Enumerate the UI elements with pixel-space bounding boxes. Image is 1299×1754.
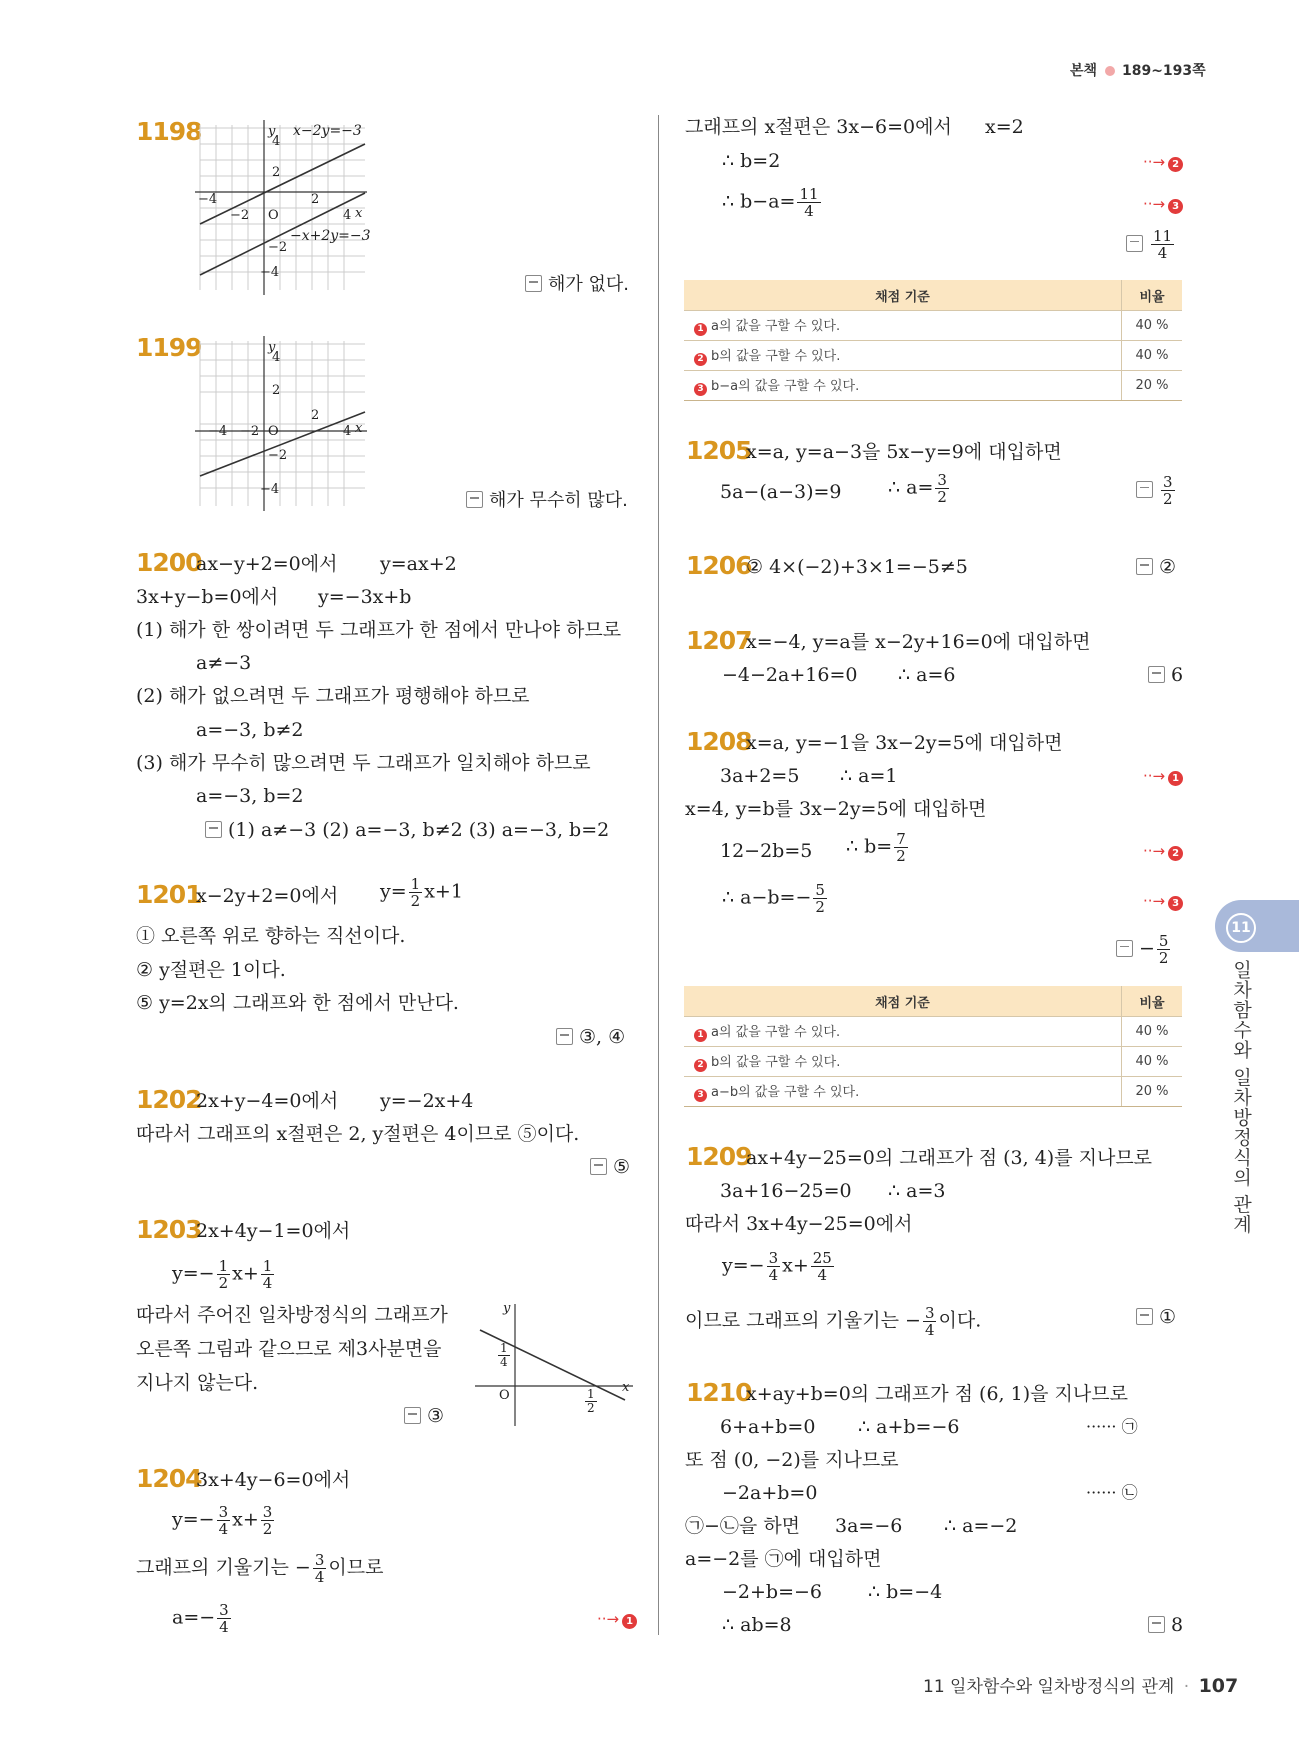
text-line: 5a−(a−3)=9 xyxy=(720,481,842,503)
answer: ⑤ xyxy=(590,1155,630,1179)
answer: ② xyxy=(1136,555,1176,579)
answer-icon xyxy=(1136,1308,1153,1325)
text-line: ② 4×(−2)+3×1=−5≠5 xyxy=(746,556,968,578)
tick-label: x xyxy=(355,421,363,436)
answer: ① xyxy=(1136,1305,1176,1329)
text-line: ax+4y−25=0의 그래프가 점 (3, 4)를 지나므로 xyxy=(746,1147,1153,1169)
text-line: x−2y+2=0에서 xyxy=(196,885,339,907)
text-line: ∴ b=2 xyxy=(722,150,781,172)
score-mark: ··→ 1 xyxy=(1143,767,1183,786)
tick-label: −2 xyxy=(230,208,250,223)
chapter-number: 11 xyxy=(1226,913,1256,943)
axis-label: x xyxy=(622,1380,630,1395)
problem-number: 1209 xyxy=(686,1142,752,1171)
equation: y=− $\frac{3}{4}$ x+ $\frac{3}{2}$ xyxy=(172,1503,273,1538)
text-line: ∴ a=−2 xyxy=(944,1515,1018,1537)
problem-number: 1207 xyxy=(686,626,752,655)
tick-label: O xyxy=(268,208,279,223)
text-line: a=−2를 ㉠에 대입하면 xyxy=(685,1548,882,1570)
problem-number: 1198 xyxy=(136,117,202,146)
table-row: 2 b의 값을 구할 수 있다. 40 % xyxy=(684,341,1182,371)
grading-table xyxy=(684,280,1182,401)
column-divider xyxy=(658,115,659,1635)
problem-number: 1210 xyxy=(686,1378,752,1407)
origin-label: O xyxy=(499,1388,510,1403)
text-line: x+ay+b=0의 그래프가 점 (6, 1)을 지나므로 xyxy=(746,1383,1128,1405)
answer-icon xyxy=(1136,558,1153,575)
footer xyxy=(923,1672,1238,1697)
tick-label: y xyxy=(268,340,276,355)
text-line: 6+a+b=0 xyxy=(720,1416,816,1438)
tick-label: −4 xyxy=(198,192,218,207)
text-line: ax−y+2=0에서 xyxy=(196,553,338,575)
text-line: ∴ ab=8 xyxy=(722,1614,792,1636)
text-line: 그래프의 x절편은 3x−6=0에서 xyxy=(685,116,952,138)
score-mark: ··→ 1 xyxy=(597,1610,637,1629)
table-header: 채점 기준 xyxy=(684,986,1122,1017)
text-line: (1) 해가 한 쌍이려면 두 그래프가 한 점에서 만나야 하므로 xyxy=(136,619,622,641)
table-header: 비율 xyxy=(1122,986,1183,1017)
header-pages: 189~193쪽 xyxy=(1121,63,1206,79)
header-book: 본책 xyxy=(1070,63,1098,79)
answer-icon xyxy=(1148,666,1165,683)
tick-label: 4 xyxy=(343,424,352,439)
answer-icon xyxy=(590,1158,607,1175)
text-line: ∴ a=1 xyxy=(840,765,898,787)
equation-tag: ······ ㉡ xyxy=(1086,1483,1138,1502)
text-line: 따라서 3x+4y−25=0에서 xyxy=(685,1213,913,1235)
chapter-title-vertical: 일차함수와 일차방정식의 관계 xyxy=(1230,960,1252,1235)
text-line: (2) 해가 없으려면 두 그래프가 평행해야 하므로 xyxy=(136,685,530,707)
text-line: 3a=−6 xyxy=(835,1515,903,1537)
equation: ∴ b= $\frac{7}{2}$ xyxy=(846,830,906,865)
answer: (1) a≠−3 (2) a=−3, b≠2 (3) a=−3, b=2 xyxy=(205,818,609,842)
text-line: ⑤ y=2x의 그래프와 한 점에서 만난다. xyxy=(136,992,459,1014)
problem-number: 1205 xyxy=(686,436,752,465)
answer-icon xyxy=(556,1028,573,1045)
text-line: y=ax+2 xyxy=(380,553,457,575)
tick-label: 2 xyxy=(311,408,320,423)
tick-label: −4 xyxy=(260,265,280,280)
tick-label: 2 xyxy=(272,165,281,180)
text-line: −2+b=−6 xyxy=(722,1581,823,1603)
table-row: 1 a의 값을 구할 수 있다. 40 % xyxy=(684,311,1182,341)
text-line: (3) 해가 무수히 많으려면 두 그래프가 일치해야 하므로 xyxy=(136,752,591,774)
tick-label: 2 xyxy=(272,383,281,398)
line-label: x−2y=−3 xyxy=(293,123,362,139)
answer: $\frac{11}{4}$ xyxy=(1126,228,1176,261)
equation: 이므로 그래프의 기울기는 − $\frac{3}{4}$ 이다. xyxy=(685,1304,982,1339)
table-row: 3 b−a의 값을 구할 수 있다. 20 % xyxy=(684,371,1182,401)
text-line: x=−4, y=a를 x−2y+16=0에 대입하면 xyxy=(746,631,1091,653)
text-line: 따라서 주어진 일차방정식의 그래프가 xyxy=(136,1304,448,1326)
tick-label: −2 xyxy=(268,448,288,463)
tick-label: O xyxy=(268,424,279,439)
table-row: 1 a의 값을 구할 수 있다. 40 % xyxy=(684,1017,1182,1047)
tick-label: −4 xyxy=(260,482,280,497)
text-line: x=a, y=−1을 3x−2y=5에 대입하면 xyxy=(746,732,1063,754)
tick-label: 4 xyxy=(272,134,281,149)
text-line: a≠−3 xyxy=(196,652,252,674)
graph-1198 xyxy=(195,120,395,295)
intercept-label: $\frac{1}{4}$ xyxy=(500,1341,508,1369)
text-line: ② y절편은 1이다. xyxy=(136,959,286,981)
answer-icon xyxy=(1116,940,1133,957)
footer-separator: · xyxy=(1183,1677,1190,1697)
equation: a=− $\frac{3}{4}$ xyxy=(172,1601,229,1636)
table-header: 채점 기준 xyxy=(684,280,1122,311)
text-line: −4−2a+16=0 xyxy=(722,664,858,686)
text-line: x=4, y=b를 3x−2y=5에 대입하면 xyxy=(685,798,987,820)
answer-icon xyxy=(1126,235,1143,252)
text-line: 2x+y−4=0에서 xyxy=(196,1090,339,1112)
problem-number: 1208 xyxy=(686,727,752,756)
score-mark: ··→ 3 xyxy=(1143,195,1183,214)
text-line: y=−2x+4 xyxy=(380,1090,474,1112)
problem-number: 1200 xyxy=(136,548,202,577)
text-line: −2a+b=0 xyxy=(722,1482,818,1504)
answer: ③ xyxy=(404,1404,444,1428)
answer: − $\frac{5}{2}$ xyxy=(1116,933,1172,966)
table-row: 3 a−b의 값을 구할 수 있다. 20 % xyxy=(684,1077,1182,1107)
text-line: 2x+4y−1=0에서 xyxy=(196,1220,351,1242)
text-line: 3a+16−25=0 xyxy=(720,1180,852,1202)
text-line: 오른쪽 그림과 같으므로 제3사분면을 xyxy=(136,1338,442,1360)
answer-icon xyxy=(205,821,222,838)
problem-number: 1201 xyxy=(136,880,202,909)
problem-number: 1206 xyxy=(686,551,752,580)
answer: 해가 없다. xyxy=(525,273,629,297)
text-line: 3a+2=5 xyxy=(720,765,800,787)
equation: y= $\frac{1}{2}$ x+1 xyxy=(380,875,463,910)
tick-label: −2 xyxy=(268,240,288,255)
text-line: 지나지 않는다. xyxy=(136,1372,259,1394)
text-line: 3x+4y−6=0에서 xyxy=(196,1469,351,1491)
problem-number: 1199 xyxy=(136,333,202,362)
answer-icon xyxy=(525,275,542,292)
footer-chapter: 11 일차함수와 일차방정식의 관계 xyxy=(923,1677,1175,1697)
equation: y=− $\frac{1}{2}$ x+ $\frac{1}{4}$ xyxy=(172,1257,273,1292)
equation: 그래프의 기울기는 − $\frac{3}{4}$ 이므로 xyxy=(136,1551,384,1586)
text-line: ① 오른쪽 위로 향하는 직선이다. xyxy=(136,925,406,947)
text-line: ∴ a=3 xyxy=(888,1180,946,1202)
header-ref xyxy=(1070,60,1206,80)
problem-number: 1203 xyxy=(136,1215,202,1244)
page-number: 107 xyxy=(1198,1675,1239,1697)
bullet-icon xyxy=(1105,66,1115,76)
text-line: a=−3, b≠2 xyxy=(196,719,304,741)
tick-label: −4 xyxy=(208,424,228,439)
text-line: x=a, y=a−3을 5x−y=9에 대입하면 xyxy=(746,441,1062,463)
text-line: a=−3, b=2 xyxy=(196,785,304,807)
tick-label: 4 xyxy=(343,208,352,223)
answer-icon xyxy=(1136,481,1153,498)
problem-number: 1204 xyxy=(136,1464,202,1493)
answer: 6 xyxy=(1148,663,1183,687)
text-line: ∴ b=−4 xyxy=(868,1581,943,1603)
answer: 8 xyxy=(1148,1613,1183,1637)
text-line: ㉠−㉡을 하면 xyxy=(685,1515,801,1537)
text-line: 또 점 (0, −2)를 지나므로 xyxy=(685,1449,899,1471)
equation: y=− $\frac{3}{4}$ x+ $\frac{25}{4}$ xyxy=(722,1249,832,1284)
line-label: −x+2y=−3 xyxy=(290,228,371,244)
answer: $\frac{3}{2}$ xyxy=(1136,474,1177,507)
answer-icon xyxy=(404,1407,421,1424)
tick-label: 2 xyxy=(311,192,320,207)
equation: ∴ a= $\frac{3}{2}$ xyxy=(888,471,947,506)
grading-table xyxy=(684,986,1182,1107)
text-line: y=−3x+b xyxy=(318,586,412,608)
answer-icon xyxy=(466,491,483,508)
answer-icon xyxy=(1148,1616,1165,1633)
equation: ∴ a−b=− $\frac{5}{2}$ xyxy=(722,881,825,916)
score-mark: ··→ 3 xyxy=(1143,892,1183,911)
answer: ③, ④ xyxy=(556,1025,625,1049)
problem-number: 1202 xyxy=(136,1085,202,1114)
equation: ∴ b−a= $\frac{11}{4}$ xyxy=(722,185,819,220)
answer: 해가 무수히 많다. xyxy=(466,489,628,513)
table-header: 비율 xyxy=(1122,280,1183,311)
tick-label: y xyxy=(268,124,276,139)
score-mark: ··→ 2 xyxy=(1143,842,1183,861)
text-line: 12−2b=5 xyxy=(720,840,813,862)
tick-label: −2 xyxy=(240,424,260,439)
text-line: 따라서 그래프의 x절편은 2, y절편은 4이므로 ⑤이다. xyxy=(136,1123,580,1145)
equation-tag: ······ ㉠ xyxy=(1086,1417,1138,1436)
text-line: ∴ a=6 xyxy=(898,664,956,686)
table-row: 2 b의 값을 구할 수 있다. 40 % xyxy=(684,1047,1182,1077)
text-line: x=2 xyxy=(985,116,1024,138)
score-mark: ··→ 2 xyxy=(1143,153,1183,172)
axis-label: y xyxy=(503,1301,511,1316)
intercept-label: $\frac{1}{2}$ xyxy=(587,1387,595,1415)
tick-label: x xyxy=(355,206,363,221)
text-line: 3x+y−b=0에서 xyxy=(136,586,279,608)
text-line: ∴ a+b=−6 xyxy=(858,1416,960,1438)
tick-label: 4 xyxy=(272,350,281,365)
